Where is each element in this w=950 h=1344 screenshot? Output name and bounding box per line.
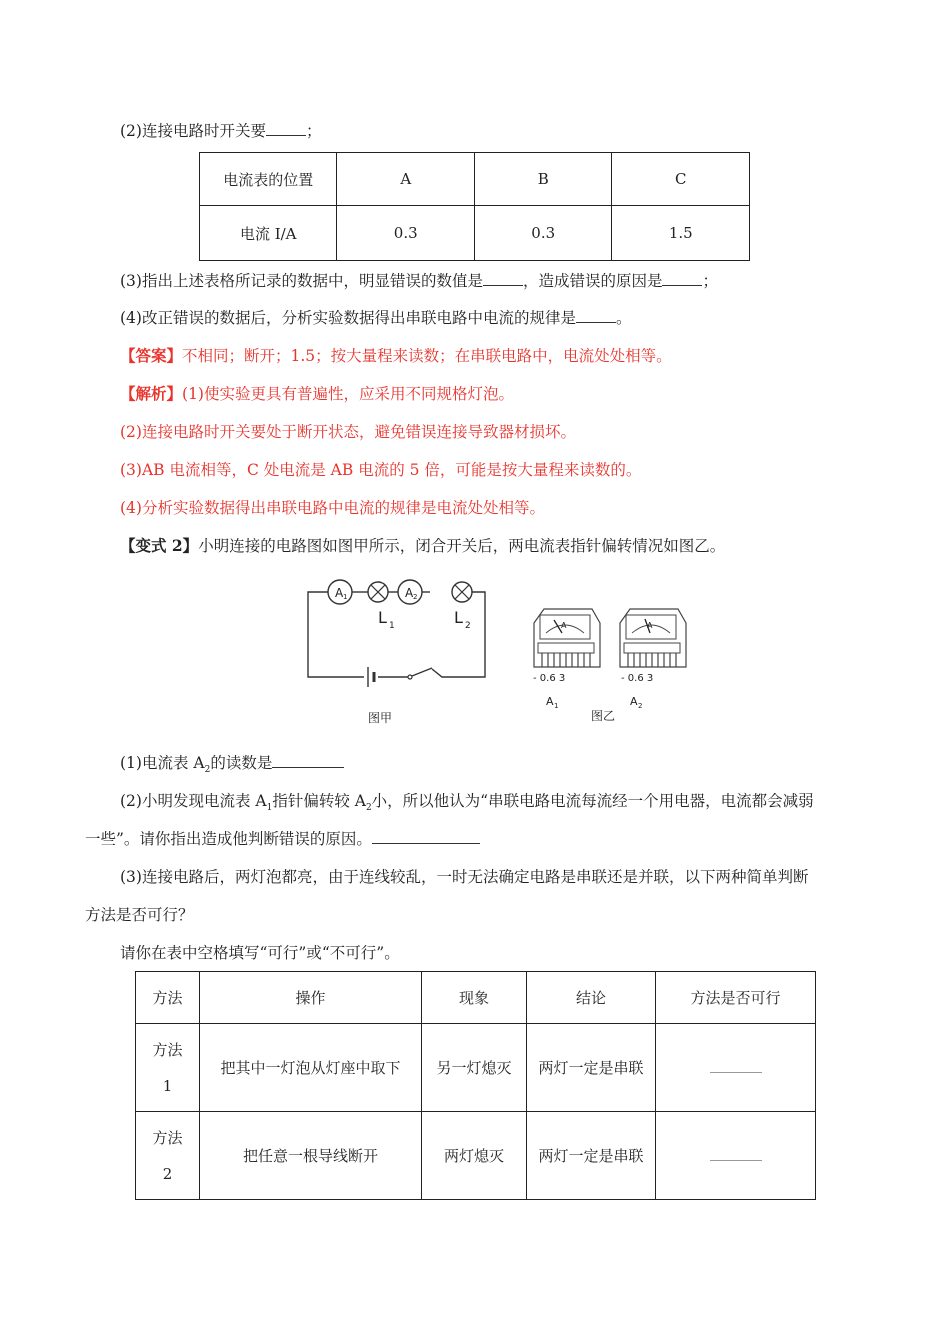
table-cell: 1.5 — [612, 206, 750, 261]
table-cell: 两灯一定是串联 — [527, 1112, 656, 1200]
a2-sub: 2 — [413, 593, 418, 601]
variant-question-1: (1)电流表 $A_2$的读数是 — [120, 752, 344, 781]
variant-question-3: (3)连接电路后，两灯泡都亮，由于连线较乱，一时无法确定电路是串联还是并联，以下两种简单判断 — [120, 868, 809, 886]
variant-question-3-line-2: 方法是否可行？ — [85, 906, 194, 924]
svg-text:A: A — [561, 621, 567, 630]
table-cell: 方法 2 — [136, 1112, 200, 1200]
a1-label: A — [335, 586, 344, 600]
ammeter-a1-icon — [328, 580, 352, 604]
svg-text:1: 1 — [554, 702, 559, 710]
a2-label: A — [405, 586, 414, 600]
table-header: 结论 — [527, 972, 656, 1024]
answer-blank — [483, 271, 523, 286]
answer-blank — [662, 271, 702, 286]
l2-sub: 2 — [465, 621, 471, 631]
answer-cell — [656, 1024, 816, 1112]
meter-a2-icon — [620, 609, 686, 710]
table-cell: 另一灯熄灭 — [422, 1024, 527, 1112]
table-cell: 两灯熄灭 — [422, 1112, 527, 1200]
analysis-line-2: (2)连接电路时开关要处于断开状态，避免错误连接导致器材损坏。 — [120, 423, 576, 441]
question-3: (3)指出上述表格所记录的数据中，明显错误的数值是 ，造成错误的原因是 ； — [120, 272, 718, 290]
svg-text:- 0.6 3: - 0.6 3 — [533, 673, 566, 684]
l1-sub: 1 — [389, 621, 395, 631]
table-cell: 方法 1 — [136, 1024, 200, 1112]
table-cell: A — [337, 153, 475, 206]
caption-right: 图乙 — [591, 709, 616, 723]
table-header: 方法 — [136, 972, 200, 1024]
l2-label: L — [454, 608, 463, 627]
table-header: 现象 — [422, 972, 527, 1024]
data-table — [199, 152, 750, 261]
question-4: (4)改正错误的数据后，分析实验数据得出串联电路中电流的规律是 。 — [120, 309, 632, 327]
answer-blank — [576, 308, 616, 323]
table-header: 方法是否可行 — [656, 972, 816, 1024]
table-row — [136, 1112, 816, 1200]
answer-blank — [710, 1146, 762, 1161]
table-cell: B — [474, 153, 612, 206]
answer-cell — [656, 1112, 816, 1200]
answer-blank — [372, 829, 480, 844]
table-cell: 把任意一根导线断开 — [200, 1112, 422, 1200]
table-cell: C — [612, 153, 750, 206]
table-row — [136, 1024, 816, 1112]
variant-question-2: (2)小明发现电流表 $A_1$指针偏转较 $A_2$小，所以他认为“串联电路电流每流经一个用电器，电流都会减弱 — [120, 792, 814, 814]
svg-text:- 0.6 3: - 0.6 3 — [621, 673, 654, 684]
lamp-l2-icon — [452, 582, 472, 631]
answer-blank — [272, 753, 344, 768]
circuit-wires — [308, 592, 485, 677]
circuit-figure — [300, 575, 690, 735]
table-cell: 0.3 — [337, 206, 475, 261]
method-table — [135, 971, 816, 1200]
a1-sub: 1 — [343, 593, 348, 601]
analysis-line-1: 【解析】(1)使实验更具有普遍性，应采用不同规格灯泡。 — [120, 384, 514, 403]
analysis-line-3: (3)AB 电流相等，C 处电流是 AB 电流的 5 倍，可能是按大量程来读数的。 — [120, 461, 642, 479]
variant-2-heading: 【变式 2】小明连接的电路图如图甲所示，闭合开关后，两电流表指针偏转情况如图乙。 — [120, 536, 726, 555]
table-cell: 电流 I/A — [200, 206, 337, 261]
battery-icon — [368, 667, 374, 687]
table-cell: 把其中一灯泡从灯座中取下 — [200, 1024, 422, 1112]
svg-text:A: A — [630, 695, 638, 708]
question-2: (2)连接电路时开关要 ； — [120, 122, 322, 140]
table-header: 操作 — [200, 972, 422, 1024]
svg-text:A: A — [647, 621, 653, 630]
instruction-text: 请你在表中空格填写“可行”或“不可行”。 — [120, 944, 400, 962]
table-cell: 0.3 — [474, 206, 612, 261]
answer-blank — [266, 121, 306, 136]
answer-blank — [710, 1058, 762, 1073]
answer-line: 【答案】不相同；断开；1.5；按大量程来读数；在串联电路中，电流处处相等。 — [120, 346, 672, 365]
l1-label: L — [378, 608, 387, 627]
switch-icon — [408, 668, 432, 679]
meter-a1-icon — [533, 609, 600, 710]
table-cell: 电流表的位置 — [200, 153, 337, 206]
svg-text:A: A — [546, 695, 554, 708]
table-cell: 两灯一定是串联 — [527, 1024, 656, 1112]
analysis-line-4: (4)分析实验数据得出串联电路中电流的规律是电流处处相等。 — [120, 499, 545, 517]
svg-text:2: 2 — [638, 702, 643, 710]
caption-left: 图甲 — [368, 711, 393, 725]
ammeter-a2-icon — [398, 580, 422, 604]
lamp-l1-icon — [368, 582, 395, 631]
variant-question-2-line-2: 一些”。请你指出造成他判断错误的原因。 — [85, 828, 480, 850]
